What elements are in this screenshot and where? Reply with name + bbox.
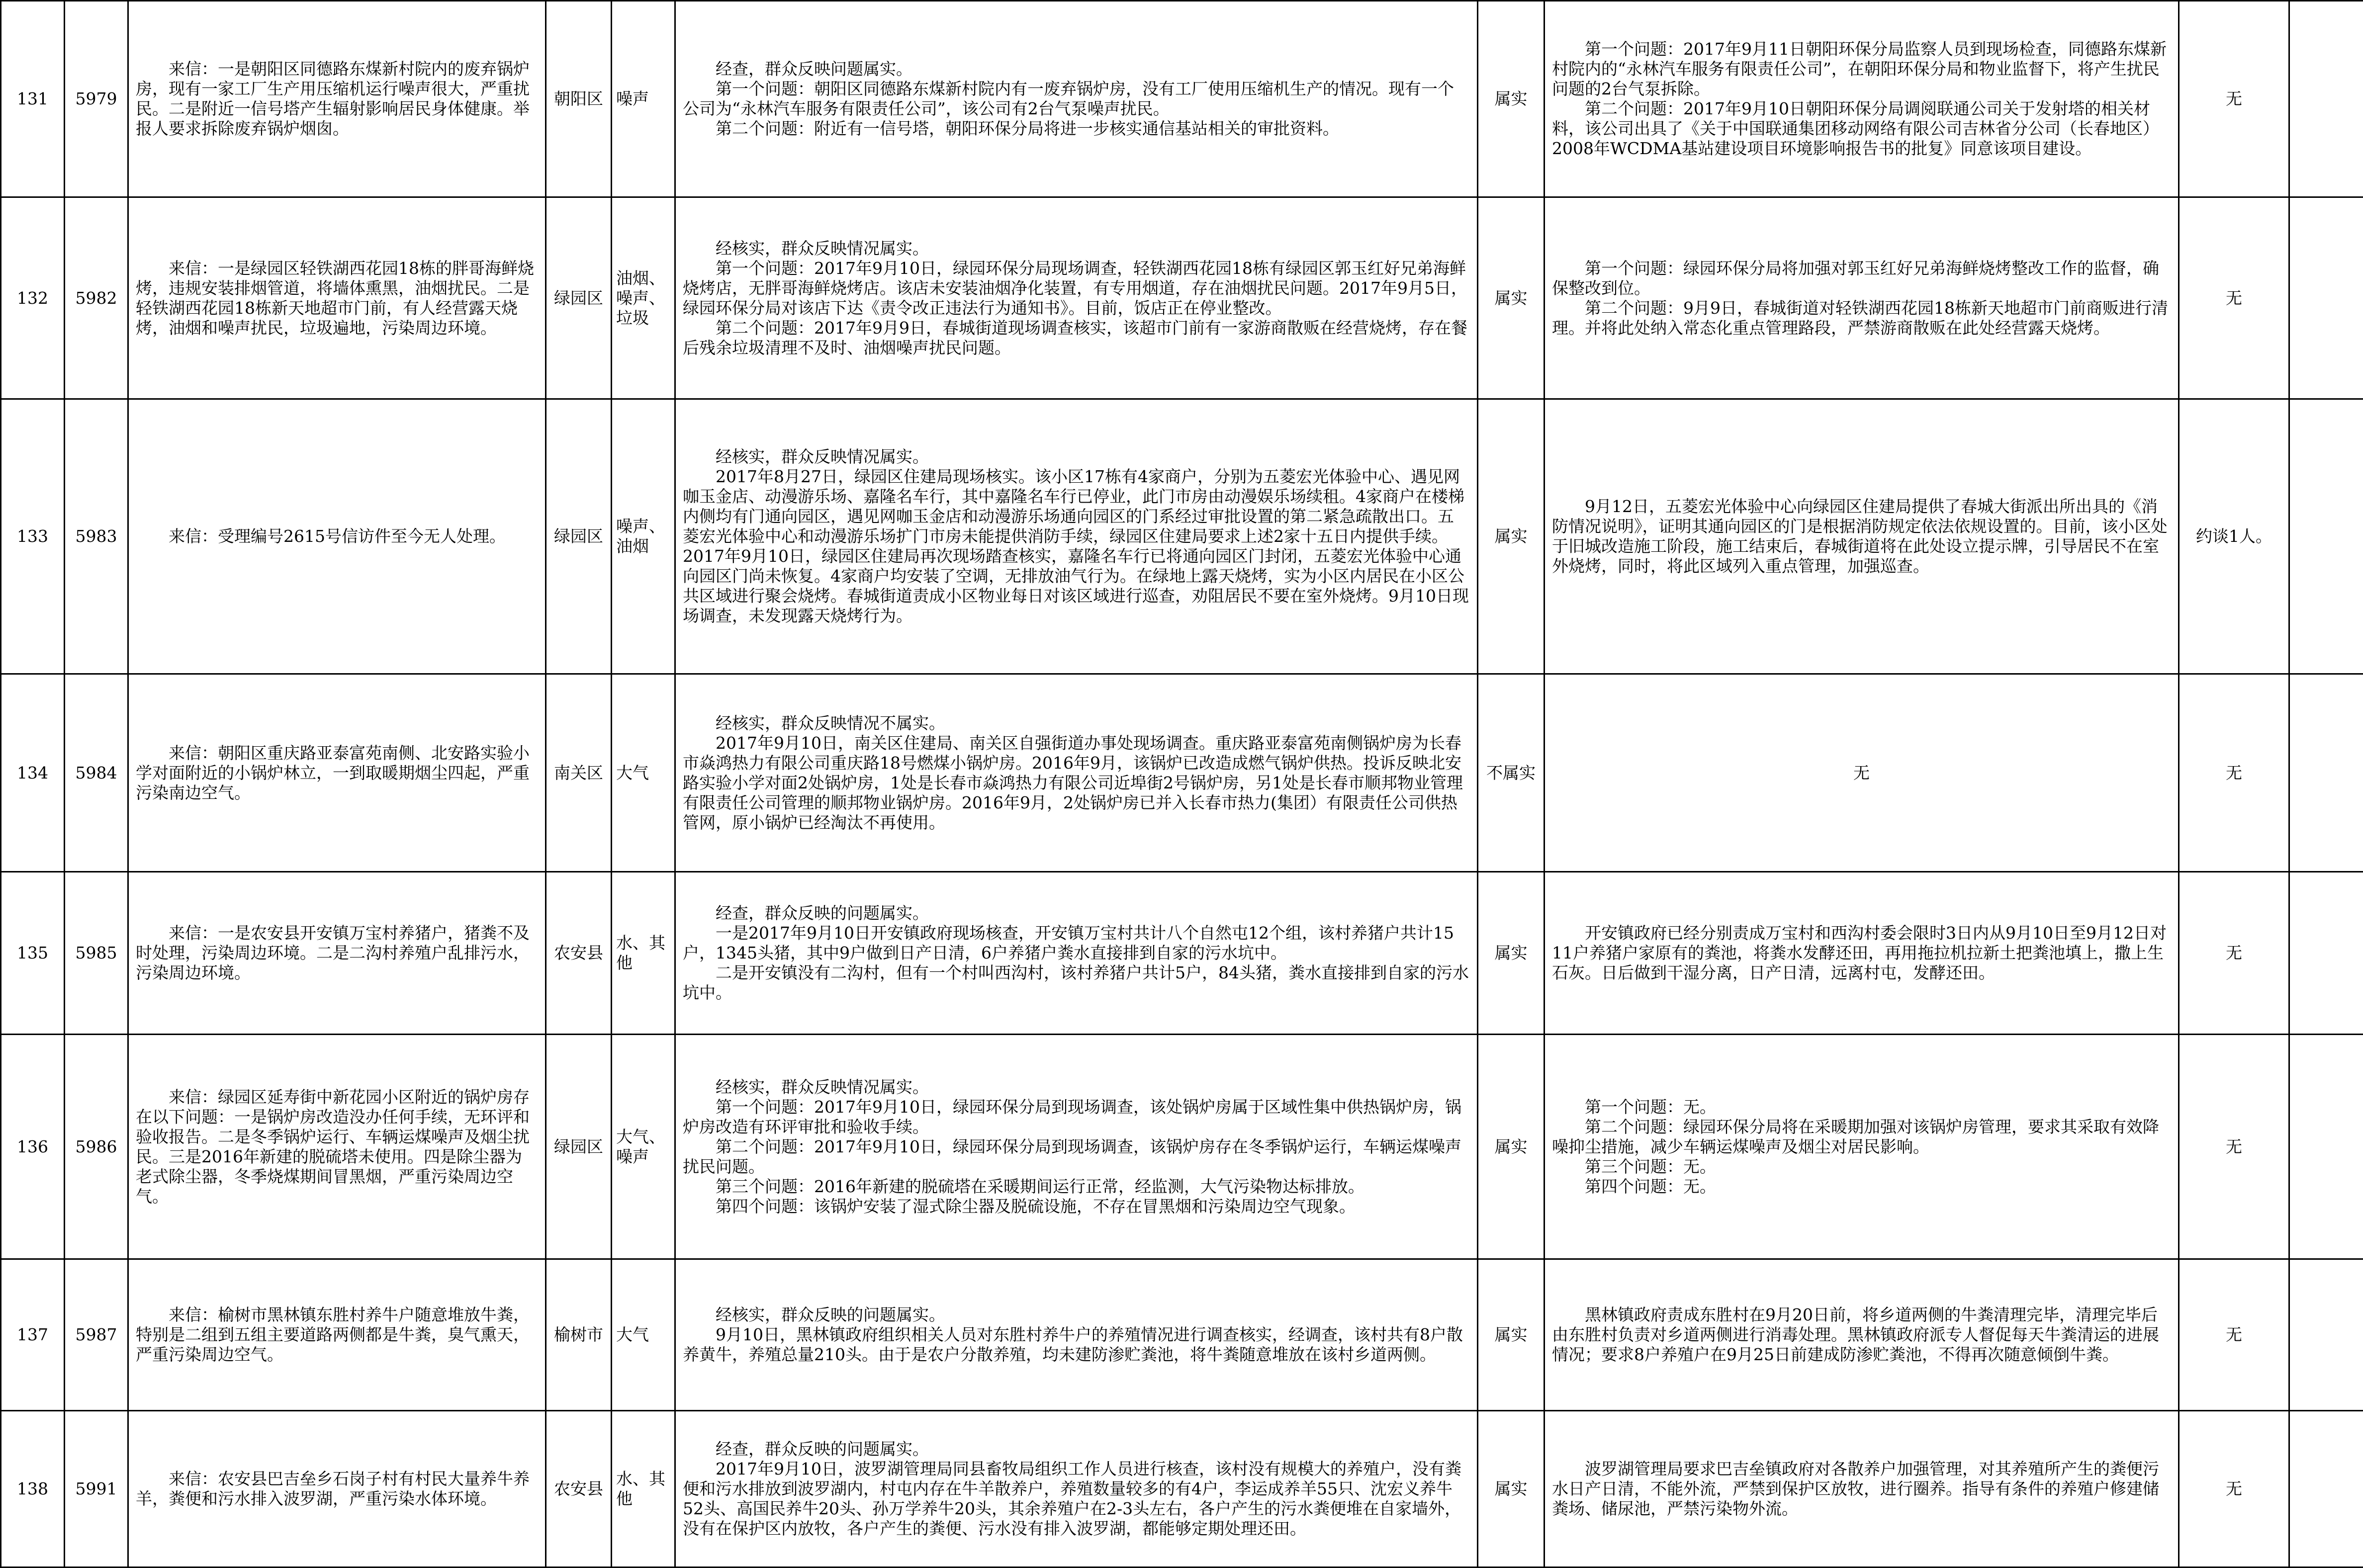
complaint-text: [128, 674, 546, 872]
row-number: 134: [1, 674, 65, 872]
findings-paragraph: 经核实，群众反映的问题属实。: [683, 1305, 1470, 1325]
table-row: [1, 1411, 2363, 1568]
complaint-paragraph: 来信：一是绿园区轻铁湖西花园18栋的胖哥海鲜烧烤，违规安装排烟管道，将墙体熏黑，油烟扰民。二是轻铁湖西花园18栋新天地超市门前，有人经营露天烧烤，油烟和噪声扰民，垃圾遍地，污染周边环境。: [136, 259, 538, 338]
accountability: 无: [2179, 1411, 2289, 1568]
table-row: [1, 674, 2363, 872]
handling-paragraph: 第四个问题：无。: [1552, 1177, 2171, 1197]
extra-column: [2289, 1035, 2363, 1259]
table-body: [1, 1, 2363, 1568]
accountability: 无: [2179, 674, 2289, 872]
findings: [675, 1259, 1478, 1411]
district: 朝阳区: [546, 1, 612, 197]
verdict: 属实: [1478, 1259, 1545, 1411]
findings: [675, 674, 1478, 872]
row-number: 135: [1, 872, 65, 1035]
verdict: 属实: [1478, 872, 1545, 1035]
findings-paragraph: 第一个问题：2017年9月10日，绿园环保分局到现场调查，该处锅炉房属于区域性集中供热锅炉房，锅炉房改造有环评审批和验收手续。: [683, 1097, 1470, 1137]
pollution-type: 噪声: [612, 1, 675, 197]
complaint-paragraph: 来信：受理编号2615号信访件至今无人处理。: [136, 526, 538, 546]
extra-column: [2289, 399, 2363, 674]
findings-paragraph: 经查，群众反映的问题属实。: [683, 1439, 1470, 1459]
extra-column: [2289, 1411, 2363, 1568]
handling: 无: [1545, 674, 2179, 872]
findings-paragraph: 2017年8月27日，绿园区住建局现场核实。该小区17栋有4家商户，分别为五菱宏光体验中心、遇见网咖玉金店、动漫游乐场、嘉隆名车行，其中嘉隆名车行已停业，此门市房由动漫娱乐场续租。4家商户在楼梯内侧均有门通向园区，遇见网咖玉金店和动漫游乐场通向园区的门系经过审批设置的第二紧急疏散出口。五菱宏光体验中心和动漫游乐场扩门市房未能提供消防手续，绿园区住建局要求上述2家十五日内提供手续。2017年9月10日，绿园区住建局再次现场踏查核实，嘉隆名车行已将通向园区门封闭，五菱宏光体验中心通向园区门尚未恢复。4家商户均安装了空调，无排放油气行为。在绿地上露天烧烤，实为小区内居民在小区公共区域进行聚会烧烤。春城街道责成小区物业每日对该区域进行巡查，劝阻居民不要在室外烧烤。9月10日现场调查，未发现露天烧烤行为。: [683, 467, 1470, 626]
pollution-type: 大气: [612, 674, 675, 872]
handling-paragraph: 开安镇政府已经分别责成万宝村和西沟村委会限时3日内从9月10日至9月12日对11户养猪户家原有的粪池，将粪水发酵还田，再用拖拉机拉新土把粪池填上，撒上生石灰。日后做到干湿分离，日产日清，远离村屯，发酵还田。: [1552, 923, 2171, 983]
handling-paragraph: 第二个问题：2017年9月10日朝阳环保分局调阅联通公司关于发射塔的相关材料，该公司出具了《关于中国联通集团移动网络有限公司吉林省分公司（长春地区）2008年WCDMA基站建设项目环境影响报告书的批复》同意该项目建设。: [1552, 99, 2171, 159]
handling: [1545, 872, 2179, 1035]
complaint-paragraph: 来信：一是农安县开安镇万宝村养猪户，猪粪不及时处理，污染周边环境。二是二沟村养殖户乱排污水，污染周边环境。: [136, 923, 538, 983]
row-number: 137: [1, 1259, 65, 1411]
findings-paragraph: 经核实，群众反映情况属实。: [683, 239, 1470, 259]
handling: [1545, 1035, 2179, 1259]
handling-paragraph: 黑林镇政府责成东胜村在9月20日前，将乡道两侧的牛粪清理完毕，清理完毕后由东胜村负责对乡道两侧进行消毒处理。黑林镇政府派专人督促每天牛粪清运的进展情况；要求8户养殖户在9月25日前建成防渗贮粪池，不得再次随意倾倒牛粪。: [1552, 1305, 2171, 1365]
complaint-text: [128, 1035, 546, 1259]
table-row: [1, 197, 2363, 399]
accountability: 无: [2179, 1035, 2289, 1259]
findings-paragraph: 第二个问题：2017年9月10日，绿园环保分局到现场调查，该锅炉房存在冬季锅炉运行，车辆运煤噪声扰民问题。: [683, 1137, 1470, 1177]
pollution-type: 水、其他: [612, 1411, 675, 1568]
extra-column: [2289, 674, 2363, 872]
verdict: 属实: [1478, 1, 1545, 197]
row-number: 131: [1, 1, 65, 197]
case-id: 5982: [65, 197, 128, 399]
accountability: 无: [2179, 197, 2289, 399]
handling: [1545, 399, 2179, 674]
handling-paragraph: 波罗湖管理局要求巴吉垒镇政府对各散养户加强管理，对其养殖所产生的粪便污水日产日清，不能外流，严禁到保护区放牧，进行圈养。指导有条件的养殖户修建储粪场、储尿池，严禁污染物外流。: [1552, 1459, 2171, 1519]
verdict: 属实: [1478, 197, 1545, 399]
complaint-text: [128, 1259, 546, 1411]
verdict: 属实: [1478, 1411, 1545, 1568]
verdict: 不属实: [1478, 674, 1545, 872]
district: 农安县: [546, 1411, 612, 1568]
district: 南关区: [546, 674, 612, 872]
findings-paragraph: 9月10日，黑林镇政府组织相关人员对东胜村养牛户的养殖情况进行调查核实，经调查，该村共有8户散养黄牛，养殖总量210头。由于是农户分散养殖，均未建防渗贮粪池，将牛粪随意堆放在该村乡道两侧。: [683, 1325, 1470, 1365]
complaint-text: [128, 197, 546, 399]
district: 农安县: [546, 872, 612, 1035]
row-number: 136: [1, 1035, 65, 1259]
findings-paragraph: 第一个问题：朝阳区同德路东煤新村院内有一废弃锅炉房，没有工厂使用压缩机生产的情况。现有一个公司为“永林汽车服务有限责任公司”，该公司有2台气泵噪声扰民。: [683, 79, 1470, 119]
table-row: [1, 1, 2363, 197]
case-id: 5984: [65, 674, 128, 872]
findings-paragraph: 2017年9月10日，南关区住建局、南关区自强街道办事处现场调查。重庆路亚泰富苑南侧锅炉房为长春市焱鸿热力有限公司重庆路18号燃煤小锅炉房。2016年9月，该锅炉已改造成燃气锅炉供热。投诉反映北安路实验小学对面2处锅炉房，1处是长春市焱鸿热力有限公司近埠街2号锅炉房，另1处是长春市顺邦物业管理有限责任公司管理的顺邦物业锅炉房。2016年9月，2处锅炉房已并入长春市热力(集团）有限责任公司供热管网，原小锅炉已经淘汰不再使用。: [683, 733, 1470, 833]
handling: [1545, 1411, 2179, 1568]
complaint-paragraph: 来信：绿园区延寿街中新花园小区附近的锅炉房存在以下问题：一是锅炉房改造没办任何手续，无环评和验收报告。二是冬季锅炉运行、车辆运煤噪声及烟尘扰民。三是2016年新建的脱硫塔未使用。四是除尘器为老式除尘器，冬季烧煤期间冒黑烟，严重污染周边空气。: [136, 1087, 538, 1207]
handling: [1545, 1, 2179, 197]
row-number: 138: [1, 1411, 65, 1568]
extra-column: [2289, 872, 2363, 1035]
findings: [675, 399, 1478, 674]
handling-paragraph: 第二个问题：绿园环保分局将在采暖期加强对该锅炉房管理，要求其采取有效降噪抑尘措施，减少车辆运煤噪声及烟尘对居民影响。: [1552, 1117, 2171, 1157]
table-row: [1, 1035, 2363, 1259]
extra-column: [2289, 197, 2363, 399]
extra-column: [2289, 1259, 2363, 1411]
accountability: 无: [2179, 872, 2289, 1035]
pollution-type: 噪声、油烟: [612, 399, 675, 674]
district: 绿园区: [546, 197, 612, 399]
findings: [675, 872, 1478, 1035]
findings-paragraph: 第三个问题：2016年新建的脱硫塔在采暖期间运行正常，经监测，大气污染物达标排放。: [683, 1177, 1470, 1197]
findings-paragraph: 第四个问题：该锅炉安装了湿式除尘器及脱硫设施，不存在冒黑烟和污染周边空气现象。: [683, 1197, 1470, 1217]
case-id: 5985: [65, 872, 128, 1035]
complaint-paragraph: 来信：朝阳区重庆路亚泰富苑南侧、北安路实验小学对面附近的小锅炉林立，一到取暖期烟尘四起，严重污染南边空气。: [136, 743, 538, 803]
verdict: 属实: [1478, 1035, 1545, 1259]
findings: [675, 1, 1478, 197]
handling: [1545, 1259, 2179, 1411]
accountability: 约谈1人。: [2179, 399, 2289, 674]
pollution-type: 大气: [612, 1259, 675, 1411]
handling-paragraph: 第一个问题：2017年9月11日朝阳环保分局监察人员到现场检查，同德路东煤新村院内的“永林汽车服务有限责任公司”，在朝阳环保分局和物业监督下，将产生扰民问题的2台气泵拆除。: [1552, 39, 2171, 99]
handling-paragraph: 9月12日，五菱宏光体验中心向绿园区住建局提供了春城大街派出所出具的《消防情况说明》，证明其通向园区的门是根据消防规定依法依规设置的。目前，该小区处于旧城改造施工阶段，施工结束后，春城街道将在此处设立提示牌，引导居民不在室外烧烤，同时，将此区域列入重点管理，加强巡查。: [1552, 497, 2171, 576]
handling-paragraph: 第一个问题：绿园环保分局将加强对郭玉红好兄弟海鲜烧烤整改工作的监督，确保整改到位。: [1552, 259, 2171, 298]
findings-paragraph: 经核实，群众反映情况属实。: [683, 1077, 1470, 1097]
case-id: 5979: [65, 1, 128, 197]
pollution-type: 水、其他: [612, 872, 675, 1035]
row-number: 133: [1, 399, 65, 674]
table-row: [1, 399, 2363, 674]
complaint-text: [128, 872, 546, 1035]
findings: [675, 197, 1478, 399]
findings-paragraph: 经核实，群众反映情况属实。: [683, 447, 1470, 467]
verdict: 属实: [1478, 399, 1545, 674]
complaint-text: [128, 1, 546, 197]
complaint-text: [128, 399, 546, 674]
accountability: 无: [2179, 1, 2289, 197]
table-row: [1, 1259, 2363, 1411]
findings-paragraph: 第二个问题：附近有一信号塔，朝阳环保分局将进一步核实通信基站相关的审批资料。: [683, 119, 1470, 139]
case-id: 5986: [65, 1035, 128, 1259]
case-id: 5987: [65, 1259, 128, 1411]
findings-paragraph: 经核实，群众反映情况不属实。: [683, 713, 1470, 733]
table-row: [1, 872, 2363, 1035]
row-number: 132: [1, 197, 65, 399]
district: 榆树市: [546, 1259, 612, 1411]
handling-paragraph: 第二个问题：9月9日，春城街道对轻铁湖西花园18栋新天地超市门前商贩进行清理。并将此处纳入常态化重点管理路段，严禁游商散贩在此处经营露天烧烤。: [1552, 298, 2171, 338]
extra-column: [2289, 1, 2363, 197]
complaint-paragraph: 来信：榆树市黑林镇东胜村养牛户随意堆放牛粪，特别是二组到五组主要道路两侧都是牛粪，臭气熏天，严重污染周边空气。: [136, 1305, 538, 1365]
case-id: 5983: [65, 399, 128, 674]
district: 绿园区: [546, 1035, 612, 1259]
complaint-paragraph: 来信：农安县巴吉垒乡石岗子村有村民大量养牛养羊，粪便和污水排入波罗湖，严重污染水体环境。: [136, 1469, 538, 1509]
handling-paragraph: 第一个问题：无。: [1552, 1097, 2171, 1117]
district: 绿园区: [546, 399, 612, 674]
pollution-type: 油烟、噪声、垃圾: [612, 197, 675, 399]
findings: [675, 1411, 1478, 1568]
pollution-type: 大气、噪声: [612, 1035, 675, 1259]
handling-paragraph: 第三个问题：无。: [1552, 1157, 2171, 1177]
complaint-text: [128, 1411, 546, 1568]
case-id: 5991: [65, 1411, 128, 1568]
findings-paragraph: 二是开安镇没有二沟村，但有一个村叫西沟村，该村养猪户共计5户，84头猪，粪水直接排到自家的污水坑中。: [683, 963, 1470, 1003]
complaint-paragraph: 来信：一是朝阳区同德路东煤新村院内的废弃锅炉房，现有一家工厂生产用压缩机运行噪声很大，严重扰民。二是附近一信号塔产生辐射影响居民身体健康。举报人要求拆除废弃锅炉烟囱。: [136, 59, 538, 139]
findings-paragraph: 2017年9月10日，波罗湖管理局同县畜牧局组织工作人员进行核查，该村没有规模大的养殖户，没有粪便和污水排放到波罗湖内，村屯内存在牛羊散养户，养殖数量较多的有4户，李运成养羊55只、沈宏义养牛52头、高国民养牛20头、孙万学养牛20头，其余养殖户在2-3头左右，各户产生的污水粪便堆在自家墙外，没有在保护区内放牧，各户产生的粪便、污水没有排入波罗湖，都能够定期处理还田。: [683, 1459, 1470, 1539]
accountability: 无: [2179, 1259, 2289, 1411]
findings-paragraph: 一是2017年9月10日开安镇政府现场核查，开安镇万宝村共计八个自然屯12个组，该村养猪户共计15户，1345头猪，其中9户做到日产日清，6户养猪户粪水直接排到自家的污水坑中。: [683, 923, 1470, 963]
handling: [1545, 197, 2179, 399]
findings-paragraph: 经查，群众反映的问题属实。: [683, 903, 1470, 923]
findings-paragraph: 经查，群众反映问题属实。: [683, 59, 1470, 79]
findings-paragraph: 第二个问题：2017年9月9日，春城街道现场调查核实，该超市门前有一家游商散贩在经营烧烤，存在餐后残余垃圾清理不及时、油烟噪声扰民问题。: [683, 318, 1470, 358]
findings-paragraph: 第一个问题：2017年9月10日，绿园环保分局现场调查，轻铁湖西花园18栋有绿园区郭玉红好兄弟海鲜烧烤店，无胖哥海鲜烧烤店。该店未安装油烟净化装置，有专用烟道，存在油烟扰民问题。2017年9月5日，绿园环保分局对该店下达《责令改正违法行为通知书》。目前，饭店正在停业整改。: [683, 259, 1470, 318]
findings: [675, 1035, 1478, 1259]
